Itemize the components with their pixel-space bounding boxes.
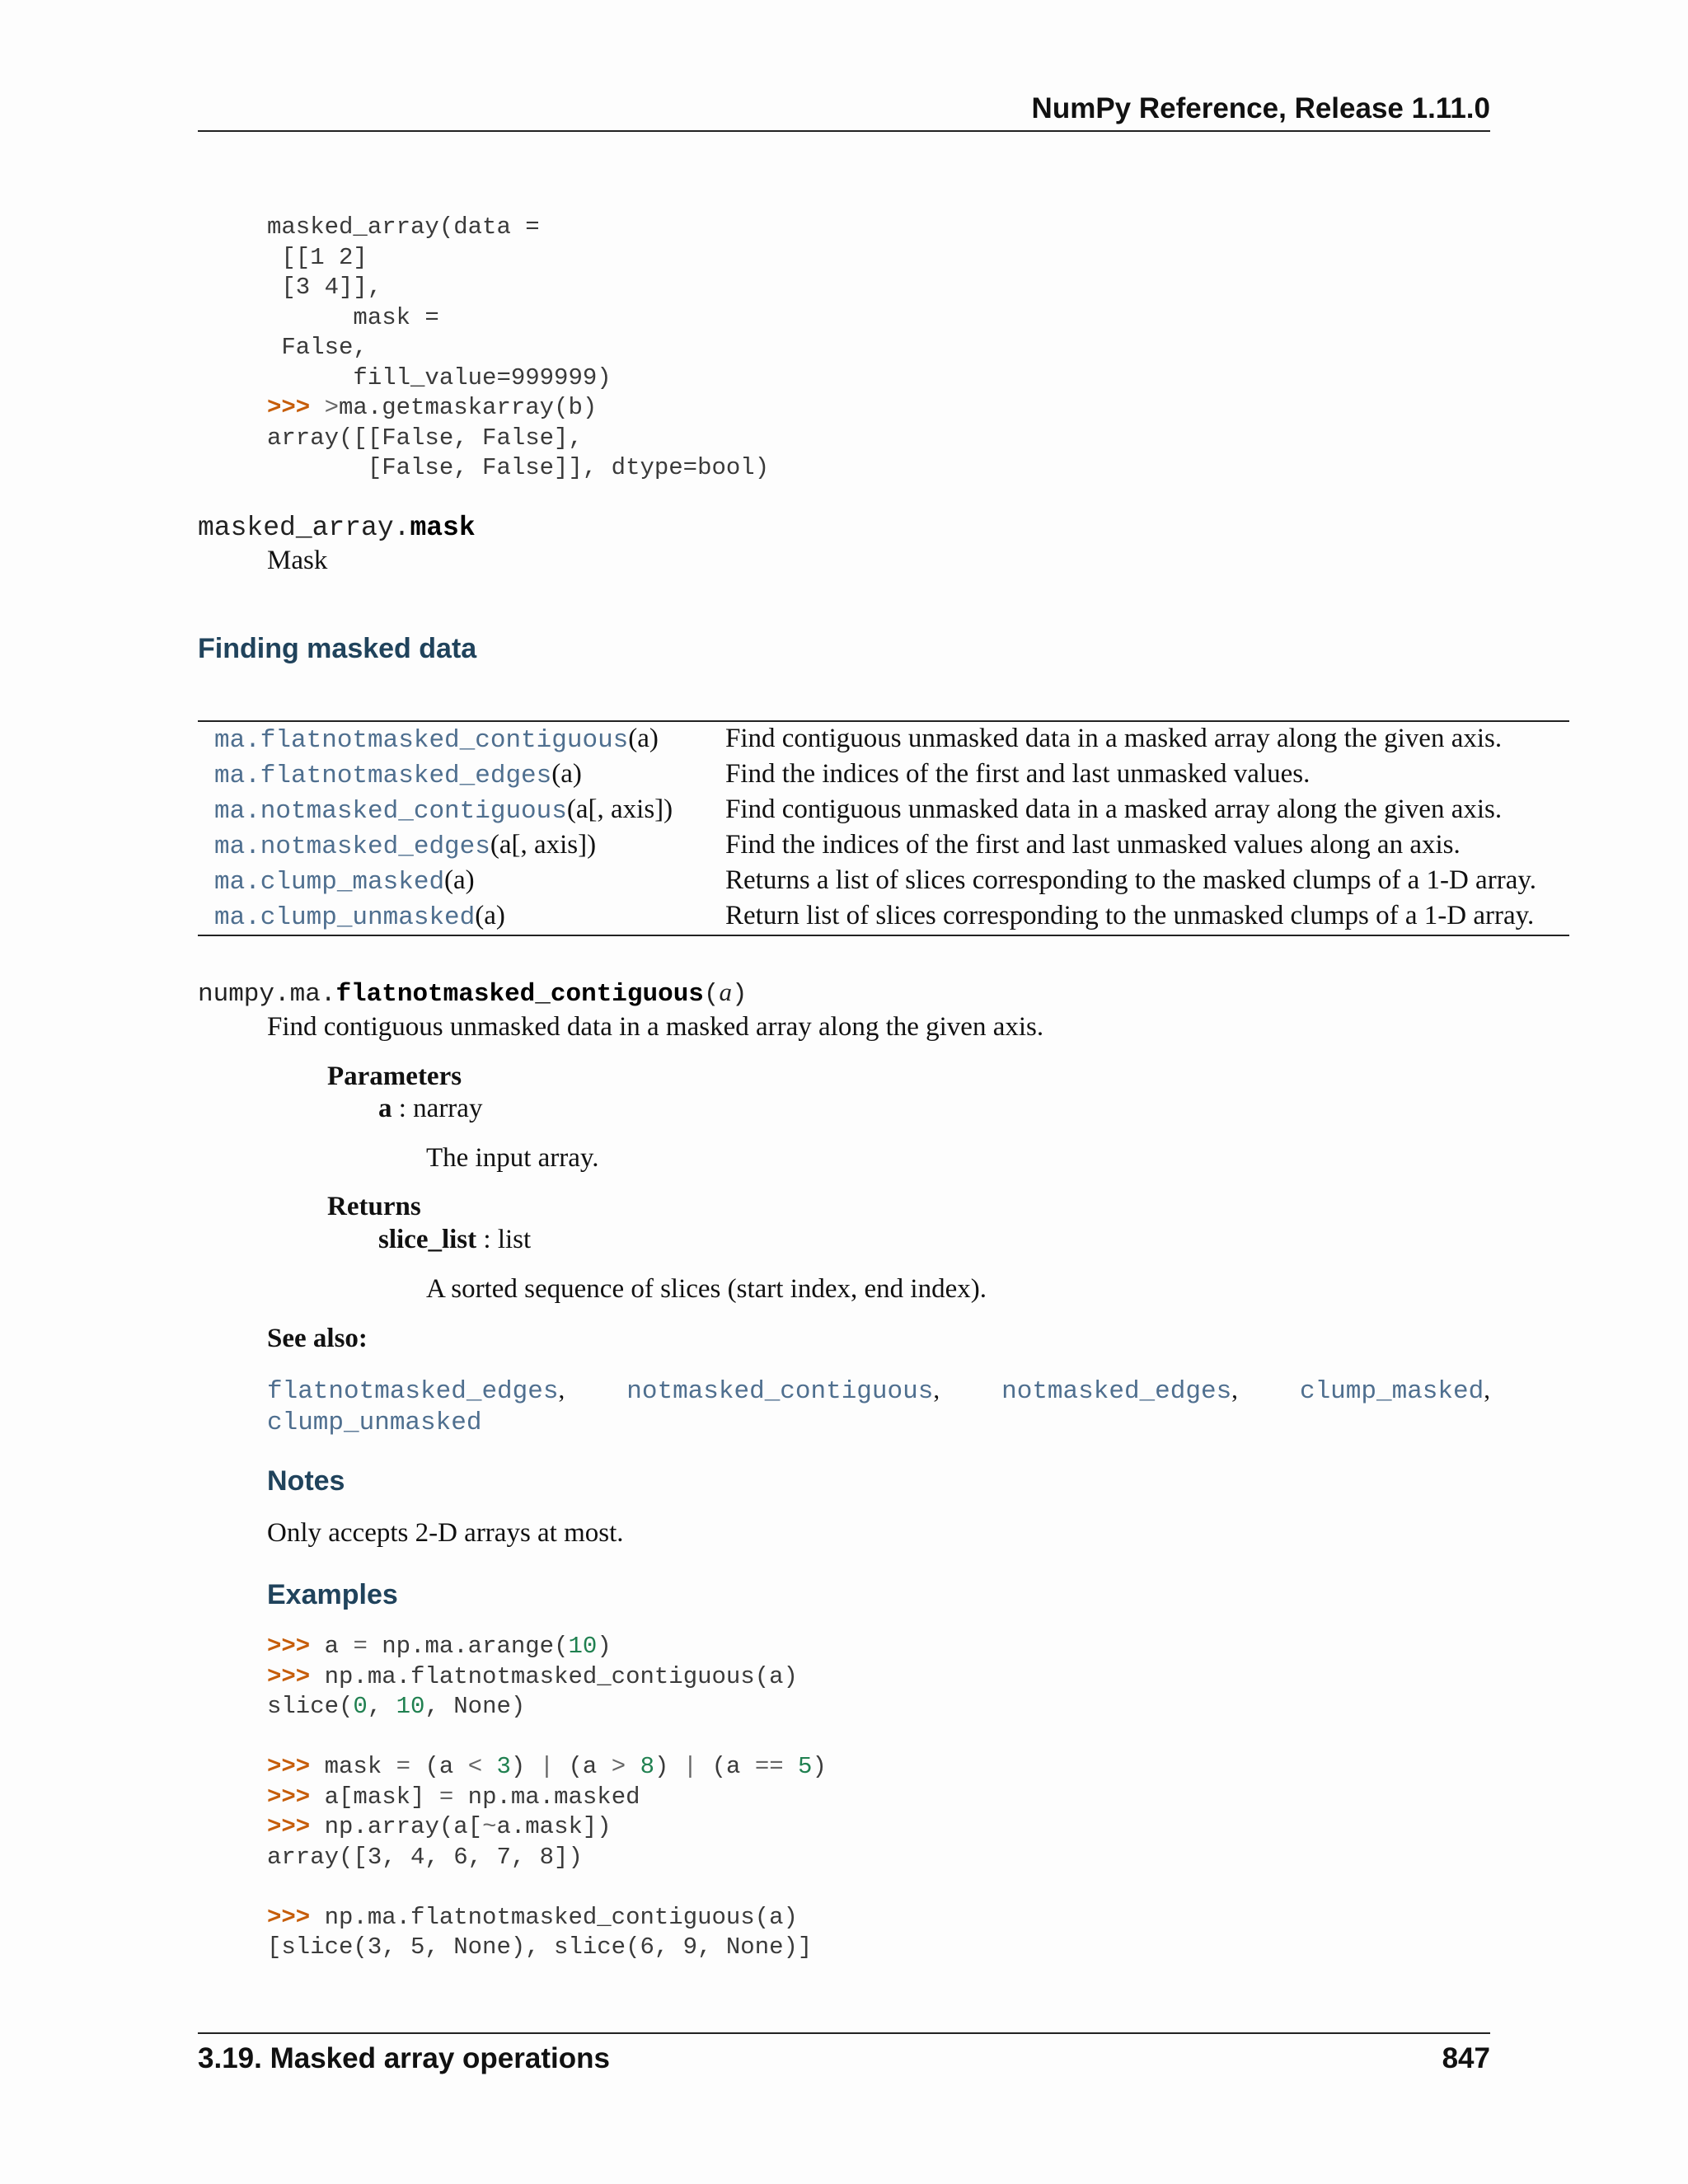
examples-heading: Examples: [267, 1579, 398, 1610]
code-block-examples: [267, 1632, 827, 1963]
code-line: [3 4]],: [267, 274, 382, 301]
code-line: array([[False, False],: [267, 424, 583, 452]
summary-args: (a): [628, 724, 659, 753]
summary-description: Find the indices of the first and last unmasked values.: [725, 759, 1311, 789]
footer-page-number: 847: [1442, 2042, 1490, 2074]
signature-param: a: [719, 977, 733, 1006]
return-description: A sorted sequence of slices (start index, end index).: [426, 1274, 987, 1304]
summary-link-clump-masked[interactable]: ma.clump_masked: [214, 868, 445, 897]
summary-args: (a): [444, 865, 475, 895]
table-row: [198, 828, 1569, 864]
code-token: np.ma.masked: [467, 1783, 640, 1811]
code-token: ,: [367, 1693, 396, 1720]
code-token: (a: [424, 1753, 454, 1780]
code-prompt: >>>: [267, 1753, 311, 1780]
code-token: , None): [424, 1693, 526, 1720]
see-also-link-notmasked-edges[interactable]: notmasked_edges: [1001, 1377, 1232, 1406]
summary-link-clump-unmasked[interactable]: ma.clump_unmasked: [214, 903, 476, 932]
code-token: np.array(a[: [324, 1813, 483, 1840]
footer-section-title: 3.19. Masked array operations: [198, 2042, 610, 2074]
summary-args: (a): [551, 759, 582, 789]
returns-label: Returns: [327, 1192, 421, 1221]
summary-link-notmasked-contiguous[interactable]: ma.notmasked_contiguous: [214, 797, 567, 826]
see-also-links-continued: [267, 1406, 481, 1437]
code-line: ma.getmaskarray(b): [339, 394, 598, 421]
code-prompt: >>>: [267, 1813, 311, 1840]
code-token: a: [324, 1633, 340, 1660]
table-row: [198, 721, 1569, 757]
function-signature: [198, 977, 748, 1009]
code-line: [[1 2]: [267, 243, 368, 271]
code-line: masked_array(data =: [267, 213, 540, 241]
header-rule: [198, 130, 1490, 132]
code-operator: |: [539, 1753, 555, 1780]
table-row: [198, 793, 1569, 828]
running-header-title: NumPy Reference, Release 1.11.0: [1031, 92, 1490, 124]
attribute-signature: [198, 513, 476, 543]
see-also-link-notmasked-contiguous[interactable]: notmasked_contiguous: [626, 1377, 934, 1406]
summary-args: (a): [475, 901, 505, 930]
code-block-masked-array-output: [267, 213, 769, 484]
see-also-link-flatnotmasked-edges[interactable]: flatnotmasked_edges: [267, 1377, 559, 1406]
summary-args: (a[, axis]): [490, 830, 597, 860]
see-also-label: See also:: [267, 1324, 368, 1353]
code-prompt: >>>: [267, 394, 311, 421]
code-token: np.ma.arange(: [382, 1633, 569, 1660]
attribute-name: mask: [410, 513, 476, 543]
function-name: flatnotmasked_contiguous: [335, 980, 704, 1009]
parameters-label: Parameters: [327, 1062, 462, 1091]
attribute-prefix: masked_array.: [198, 513, 410, 543]
footer-rule: [198, 2032, 1490, 2034]
summary-link-flatnotmasked-edges[interactable]: ma.flatnotmasked_edges: [214, 762, 552, 790]
function-description: Find contiguous unmasked data in a masked array along the given axis.: [267, 1012, 1044, 1042]
code-token: a.mask]): [496, 1813, 612, 1840]
code-operator: ==: [754, 1753, 784, 1780]
table-row: [198, 864, 1569, 899]
code-token: ): [510, 1753, 526, 1780]
code-prompt: >>>: [267, 1662, 311, 1690]
code-token: np.ma.flatnotmasked_contiguous(a): [324, 1662, 798, 1690]
code-token: ): [597, 1633, 612, 1660]
code-operator: =: [353, 1633, 368, 1660]
code-line: mask =: [267, 303, 439, 331]
summary-args: (a[, axis]): [566, 794, 673, 824]
parameter-a: [378, 1094, 482, 1124]
code-prompt: >>>: [267, 1903, 311, 1931]
summary-description: Find contiguous unmasked data in a masked array along the given axis.: [725, 724, 1503, 753]
return-type: : list: [476, 1225, 532, 1254]
code-prompt: >>>: [267, 1783, 311, 1811]
code-operator: ~: [482, 1813, 497, 1840]
code-token: ): [812, 1753, 827, 1780]
notes-heading: Notes: [267, 1465, 345, 1497]
code-operator: =: [396, 1753, 411, 1780]
summary-description: Find the indices of the first and last unmasked values along an axis.: [725, 830, 1461, 860]
parameter-description: The input array.: [426, 1143, 599, 1173]
code-line: False,: [267, 334, 368, 361]
summary-description: Return list of slices corresponding to the unmasked clumps of a 1-D array.: [725, 901, 1535, 930]
code-token: mask: [324, 1753, 382, 1780]
code-number: 5: [798, 1753, 813, 1780]
summary-description: Find contiguous unmasked data in a masked array along the given axis.: [725, 794, 1503, 824]
notes-text: Only accepts 2-D arrays at most.: [267, 1518, 624, 1548]
code-token: slice(: [267, 1693, 354, 1720]
parameter-type: : narray: [392, 1094, 483, 1123]
signature-paren-close: ): [732, 980, 748, 1009]
code-token: array([3, 4, 6, 7, 8]): [267, 1843, 583, 1871]
code-operator: >: [310, 394, 340, 421]
see-also-links: flatnotmasked_edges, notmasked_contiguous, notmasked_edges, clump_masked,: [267, 1375, 1490, 1406]
see-also-link-clump-masked[interactable]: clump_masked: [1299, 1377, 1484, 1406]
code-token: [slice(3, 5, None), slice(6, 9, None)]: [267, 1933, 813, 1961]
function-prefix: numpy.ma.: [198, 980, 336, 1009]
code-number: 10: [396, 1693, 425, 1720]
parameter-name: a: [378, 1094, 392, 1123]
signature-paren-open: (: [703, 980, 720, 1009]
code-token: np.ma.flatnotmasked_contiguous(a): [324, 1903, 798, 1931]
code-operator: >: [611, 1753, 626, 1780]
table-row: [198, 757, 1569, 793]
code-number: 8: [640, 1753, 654, 1780]
code-operator: =: [438, 1783, 454, 1811]
code-operator: |: [682, 1753, 698, 1780]
code-number: 3: [496, 1753, 511, 1780]
code-token: ): [654, 1753, 669, 1780]
code-operator: <: [467, 1753, 483, 1780]
summary-description: Returns a list of slices corresponding to the masked clumps of a 1-D array.: [725, 865, 1536, 895]
table-row: [198, 899, 1569, 935]
code-prompt: >>>: [267, 1633, 311, 1660]
code-number: 10: [568, 1633, 598, 1660]
summary-link-flatnotmasked-contiguous[interactable]: ma.flatnotmasked_contiguous: [214, 726, 629, 755]
return-slice-list: [378, 1225, 531, 1255]
code-line: [False, False]], dtype=bool): [267, 454, 770, 481]
see-also-link-clump-unmasked[interactable]: clump_unmasked: [267, 1408, 482, 1437]
return-name: slice_list: [378, 1225, 477, 1254]
code-line: fill_value=999999): [267, 363, 612, 391]
code-number: 0: [353, 1693, 368, 1720]
code-token: (a: [711, 1753, 741, 1780]
code-token: (a: [568, 1753, 598, 1780]
code-token: a[mask]: [324, 1783, 425, 1811]
summary-link-notmasked-edges[interactable]: ma.notmasked_edges: [214, 832, 490, 861]
function-summary-table: [198, 720, 1569, 936]
section-heading-finding-masked-data: Finding masked data: [198, 633, 477, 664]
attribute-description: Mask: [267, 546, 328, 575]
